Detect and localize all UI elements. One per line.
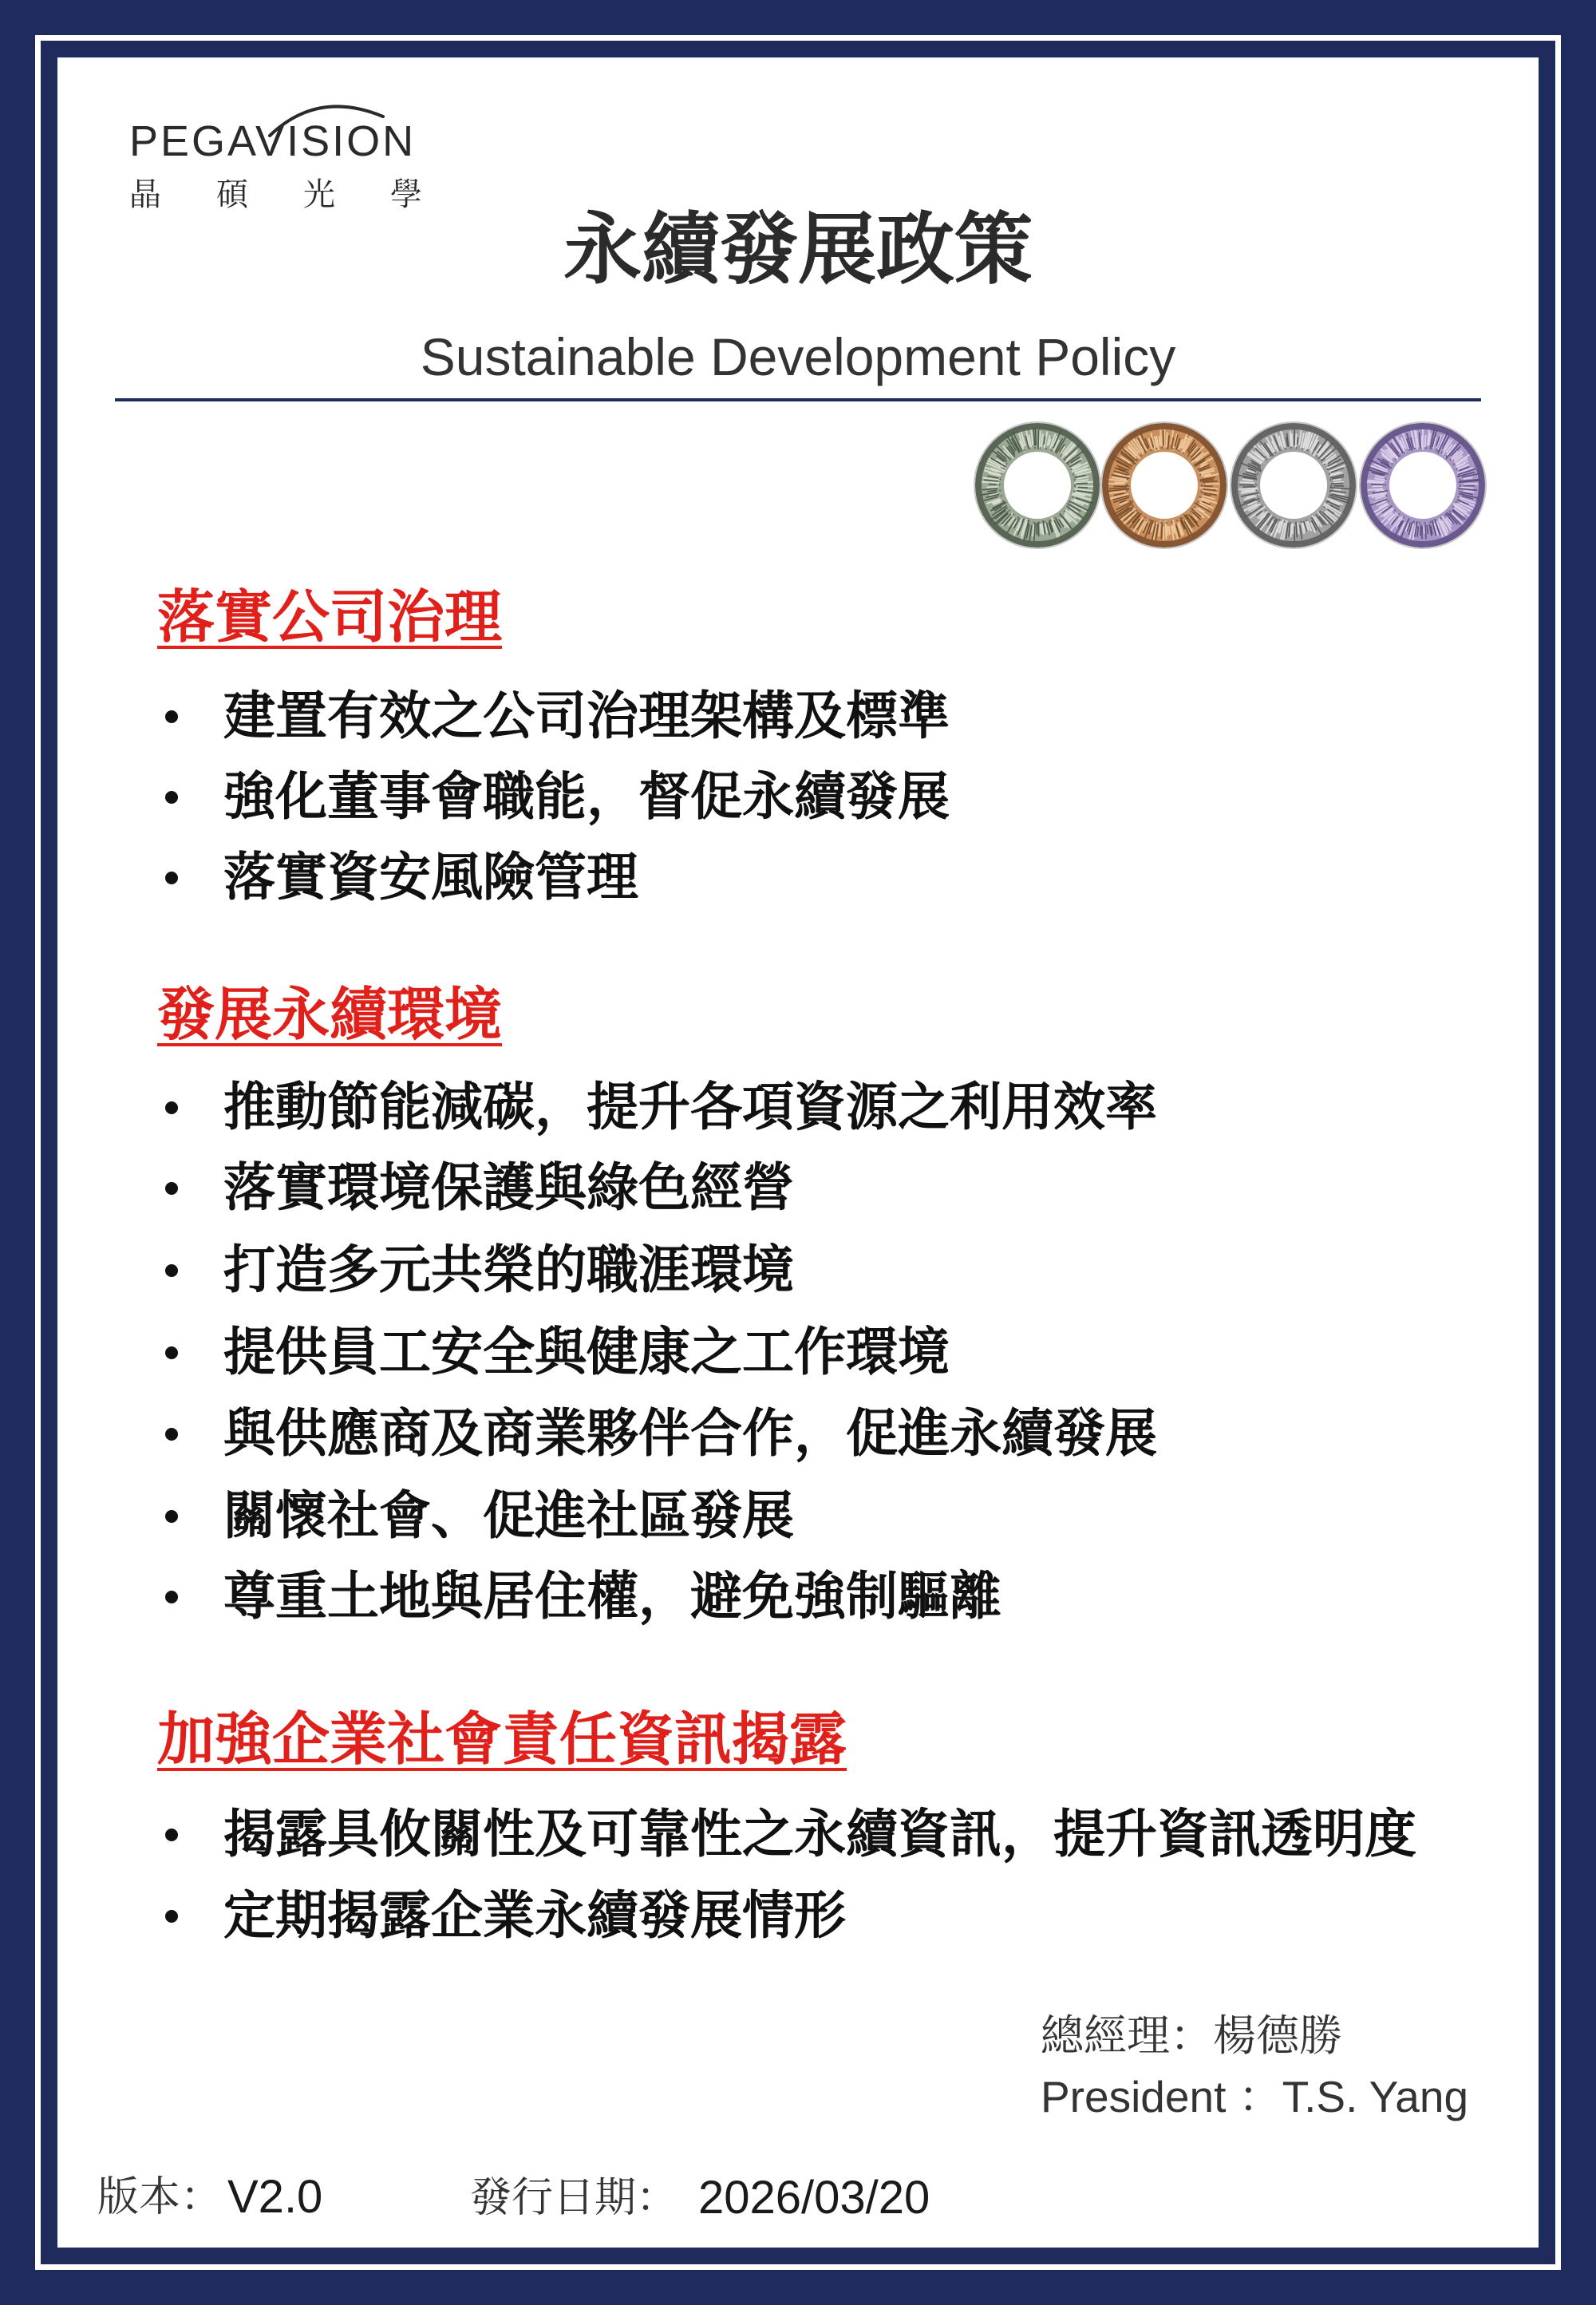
page-subtitle: Sustainable Development Policy (420, 327, 1176, 386)
version-label: 版本： (97, 2173, 223, 2221)
list-item (0, 848, 1516, 907)
section-heading-disclosure (157, 1706, 847, 1773)
bullet-icon (165, 1510, 178, 1523)
lens-gray-icon (1231, 422, 1357, 548)
logo-chinese-name: 晶碩光學 (129, 176, 477, 213)
lens-pupil (1389, 452, 1456, 519)
list-item (0, 1240, 1516, 1300)
lens-brown-icon (1101, 422, 1227, 548)
section-heading-text: 落實公司治理 (157, 583, 503, 650)
list-item-text: 落實環境保護與綠色經營 (223, 1158, 795, 1218)
bullet-icon (165, 1910, 178, 1923)
signature-chinese: 總經理：楊德勝 (1041, 2010, 1342, 2061)
bullet-icon (165, 1829, 178, 1841)
lens-pupil (1004, 452, 1071, 519)
lens-pupil (1131, 452, 1198, 519)
list-item (0, 1886, 1516, 1946)
list-item-text: 揭露具攸關性及可靠性之永續資訊，提升資訊透明度 (223, 1805, 1417, 1864)
issue-date-value: 2026/03/20 (698, 2172, 930, 2224)
list-item (0, 1805, 1516, 1864)
bullet-icon (165, 1346, 178, 1359)
bullet-icon (165, 1182, 178, 1195)
list-item (0, 1077, 1516, 1137)
bullet-icon (165, 1428, 178, 1441)
bullet-icon (165, 872, 178, 884)
list-item-text: 推動節能減碳，提升各項資源之利用效率 (223, 1077, 1158, 1137)
lens-images (966, 415, 1500, 559)
lens-purple-icon (1360, 422, 1486, 548)
page-title: 永續發展政策 (563, 204, 1033, 295)
logo-brand: PEGAVISION (129, 117, 417, 165)
lens-green-icon (974, 422, 1100, 548)
list-item-text: 與供應商及商業夥伴合作，促進永續發展 (223, 1404, 1158, 1464)
list-item-text: 打造多元共榮的職涯環境 (223, 1240, 795, 1300)
list-item (0, 1567, 1516, 1627)
section-heading-text: 發展永續環境 (157, 981, 503, 1048)
list-item-text: 落實資安風險管理 (223, 848, 639, 907)
bullet-icon (165, 1101, 178, 1114)
list-item (0, 1323, 1516, 1382)
list-item (0, 1158, 1516, 1218)
list-item (0, 686, 1516, 746)
version-value: V2.0 (227, 2171, 323, 2223)
bullet-icon (165, 1264, 178, 1277)
section-heading-governance (157, 583, 503, 650)
lens-pupil (1260, 452, 1327, 519)
signature-english: President ：T.S. Yang (1041, 2072, 1469, 2121)
title-divider (115, 398, 1481, 401)
issue-date-label: 發行日期： (470, 2174, 678, 2222)
list-item-text: 定期揭露企業永續發展情形 (223, 1886, 847, 1946)
list-item (0, 1486, 1516, 1546)
bullet-icon (165, 1591, 178, 1603)
list-item (0, 767, 1516, 827)
list-item-text: 建置有效之公司治理架構及標準 (223, 686, 950, 746)
list-item-text: 尊重土地與居住權，避免強制驅離 (223, 1567, 1002, 1627)
section-heading-text: 加強企業社會責任資訊揭露 (157, 1706, 847, 1773)
list-item-text: 關懷社會、促進社區發展 (223, 1486, 795, 1546)
bullet-icon (165, 710, 178, 723)
list-item (0, 1404, 1516, 1464)
list-item-text: 強化董事會職能，督促永續發展 (223, 767, 950, 827)
list-item-text: 提供員工安全與健康之工作環境 (223, 1323, 950, 1382)
bullet-icon (165, 791, 178, 804)
section-heading-environment (157, 981, 503, 1048)
